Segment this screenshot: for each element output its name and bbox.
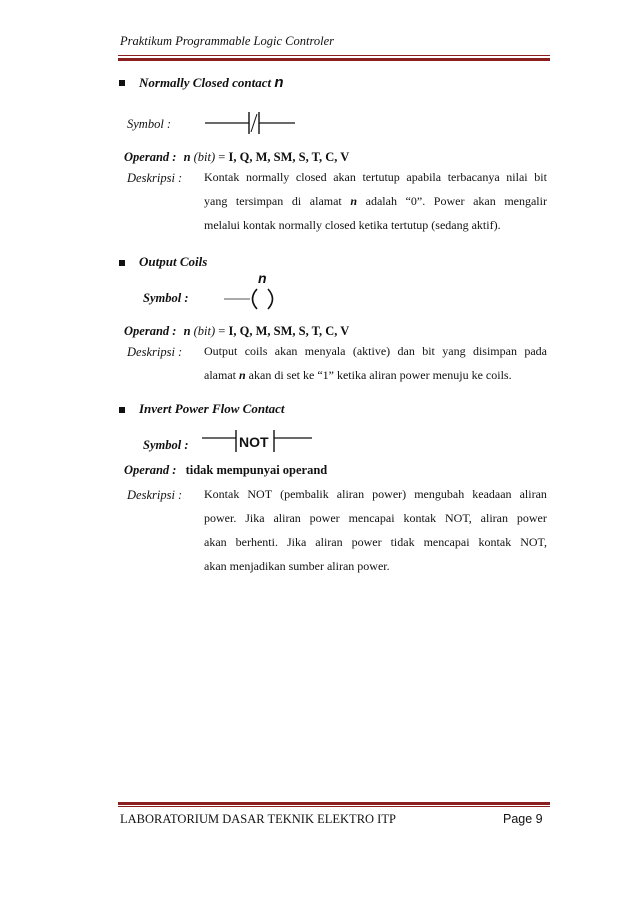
section-title-text: Normally Closed contact — [139, 75, 272, 90]
desc-line: alamat n akan di set ke “1” ketika aliran power menuju ke coils. — [204, 368, 512, 382]
desc-line: Output coils akan menyala (aktive) dan bit yang disimpan pada — [204, 344, 547, 358]
section-title-coils: Output Coils — [139, 254, 208, 269]
not-symbol-text: NOT — [239, 434, 269, 450]
coil-var: n — [258, 270, 267, 286]
operand-eq: = — [218, 150, 226, 164]
desc-line: Kontak NOT (pembalik aliran power) mengubah keadaan aliran — [204, 487, 547, 501]
operand-var: n — [183, 324, 191, 338]
desc-line: Kontak normally closed akan tertutup apabila terbacanya nilai bit — [204, 170, 547, 184]
operand-line-not — [124, 463, 327, 478]
operand-values: I, Q, M, SM, S, T, C, V — [228, 150, 350, 164]
desc-label-coils — [127, 345, 182, 360]
footer-rule-thick — [118, 802, 550, 805]
section-title-var: n — [274, 74, 284, 91]
bullet-icon — [119, 260, 125, 266]
desc-line: power. Jika aliran power mencapai kontak NOT, aliran power — [204, 511, 547, 525]
operand-type: (bit) — [193, 150, 216, 164]
bullet-icon — [119, 407, 125, 413]
header-rule-thin — [118, 55, 550, 56]
operand-values: I, Q, M, SM, S, T, C, V — [228, 324, 350, 338]
footer-rule-thin — [118, 806, 550, 807]
symbol-label: Symbol : — [143, 291, 189, 305]
desc-label-not — [127, 488, 182, 503]
section-title-nc — [139, 74, 284, 91]
operand-value: tidak mempunyai operand — [185, 463, 328, 477]
desc-label-nc — [127, 171, 182, 186]
desc-line: melalui kontak normally closed ketika tertutup (sedang aktif). — [204, 218, 501, 232]
symbol-label: Symbol : — [143, 438, 189, 452]
header-rule-thick — [118, 58, 550, 61]
operand-label: Operand : — [124, 324, 177, 338]
operand-line-coils — [124, 324, 349, 339]
desc-text-not — [204, 482, 547, 578]
operand-type: (bit) — [193, 324, 216, 338]
desc-line: akan menjadikan sumber aliran power. — [204, 559, 390, 573]
symbol-label: Symbol : — [127, 117, 172, 131]
bullet-icon — [119, 80, 125, 86]
operand-var: n — [183, 150, 191, 164]
header-title: Praktikum Programmable Logic Controler — [120, 34, 334, 48]
operand-line-nc — [124, 150, 349, 165]
desc-text-nc — [204, 165, 547, 237]
output-coil-symbol-icon — [224, 286, 284, 312]
operand-label: Operand : — [124, 150, 177, 164]
desc-line: akan berhenti. Jika aliran power tidak mencapai kontak NOT, — [204, 535, 547, 549]
footer-lab-name: LABORATORIUM DASAR TEKNIK ELEKTRO ITP — [120, 812, 396, 826]
desc-text-coils — [204, 339, 547, 387]
desc-label: Deskripsi : — [127, 488, 183, 502]
nc-contact-symbol-icon — [205, 110, 297, 136]
section-title-not: Invert Power Flow Contact — [139, 401, 285, 416]
page-number: Page 9 — [503, 812, 543, 826]
desc-label: Deskripsi : — [127, 345, 183, 359]
operand-eq: = — [218, 324, 226, 338]
desc-label: Deskripsi : — [127, 171, 183, 185]
desc-line: yang tersimpan di alamat n adalah “0”. Power akan mengalir — [204, 194, 547, 208]
operand-label: Operand : — [124, 463, 177, 477]
